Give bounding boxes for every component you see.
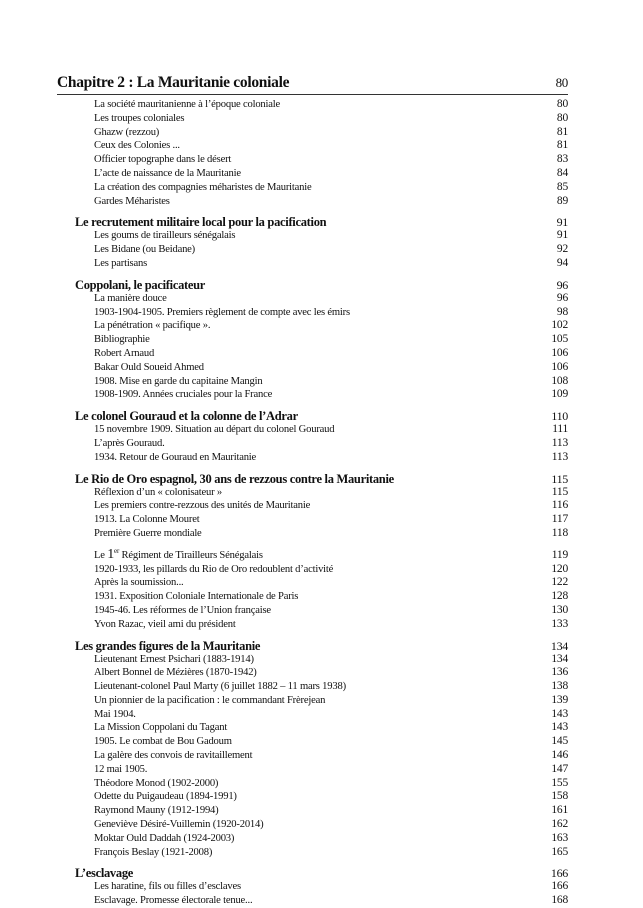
toc-entry[interactable] [57,361,568,375]
toc-entry[interactable] [57,708,568,722]
section-title: Coppolani, le pacificateur [75,277,206,292]
entry-page: 158 [551,790,568,803]
entry-label: Ghazw (rezzou) [94,126,160,138]
toc-entry[interactable] [57,486,568,500]
entry-page: 81 [556,125,568,138]
entry-label: Le 1er Régiment de Tirailleurs Sénégalais [94,546,263,562]
entry-page: 122 [551,576,568,589]
toc-entry[interactable] [57,229,568,243]
entry-label: Geneviève Désiré-Vuillemin (1920-2014) [94,819,264,831]
chapter-heading [57,74,568,95]
entry-page: 83 [556,153,568,166]
toc-entry[interactable] [57,846,568,860]
entry-label: La société mauritanienne à l’époque coloniale [94,99,281,110]
entry-label: Gardes Méharistes [94,195,170,207]
toc-entry[interactable] [57,388,568,402]
entry-page: 145 [551,735,568,748]
entry-page: 116 [551,499,568,512]
toc-entry[interactable] [57,513,568,527]
entry-label: La Mission Coppolani du Tagant [94,722,228,734]
entry-page: 163 [551,831,568,844]
entry-label: 12 mai 1905. [94,763,148,775]
toc-entry[interactable] [57,563,568,577]
entry-page: 161 [551,804,568,817]
toc-entry[interactable] [57,790,568,804]
toc-entry[interactable] [57,763,568,777]
toc-entry[interactable] [57,375,568,389]
entry-page: 143 [551,721,568,734]
entry-page: 113 [551,450,568,463]
chapter-page: 80 [555,75,568,90]
toc-entry[interactable] [57,894,568,908]
entry-label: La création des compagnies méharistes de Mauritanie [94,181,312,193]
toc-entry[interactable] [57,139,568,153]
toc-entry[interactable] [57,98,568,112]
toc-entry[interactable] [57,243,568,257]
toc-section [57,215,568,270]
entry-page: 118 [551,526,568,539]
section-title: Le recrutement militaire local pour la pacification [75,215,327,230]
entry-page: 117 [551,513,568,526]
toc-entry[interactable] [57,604,568,618]
toc-entry[interactable] [57,818,568,832]
toc-entry[interactable] [57,347,568,361]
entry-page: 162 [551,818,568,831]
entry-page: 115 [551,485,568,498]
entry-page: 128 [551,590,568,603]
entry-page: 96 [556,291,568,304]
entry-label: La pénétration « pacifique ». [94,320,211,332]
toc-entry[interactable] [57,423,568,437]
entry-label: Raymond Mauny (1912-1994) [94,805,219,817]
section-page: 91 [556,215,568,230]
toc-entry[interactable] [57,735,568,749]
entry-label: L’acte de naissance de la Mauritanie [94,167,241,179]
entry-label: Les haratine, fils ou filles d’esclaves [94,881,241,893]
section-title: L’esclavage [75,866,134,881]
entry-label: Les premiers contre-rezzous des unités de Mauritanie [94,500,311,512]
toc-entry[interactable] [57,451,568,465]
entry-page: 143 [551,707,568,720]
entry-label: Les troupes coloniales [94,112,185,124]
entry-label: Yvon Razac, vieil ami du président [94,618,236,630]
entry-label: 1908-1909. Années cruciales pour la France [94,389,273,401]
section-page: 96 [556,277,568,292]
entry-page: 168 [551,894,568,907]
toc-entry[interactable] [57,527,568,541]
toc-section [57,278,568,402]
entry-page: 138 [551,680,568,693]
entry-page: 108 [551,374,568,387]
entry-page: 120 [551,562,568,575]
entry-page: 111 [552,423,568,436]
entry-page: 85 [556,180,568,193]
entry-label: Bibliographie [94,334,150,346]
entry-page: 106 [551,360,568,373]
entry-page: 130 [551,603,568,616]
entry-label: 1913. La Colonne Mouret [94,514,200,526]
toc-section [57,472,568,632]
chapter-title: Chapitre 2 : La Mauritanie coloniale [57,74,290,91]
entry-page: 109 [551,388,568,401]
entry-page: 136 [551,666,568,679]
entry-page: 102 [551,319,568,332]
entry-label: 1905. Le combat de Bou Gadoum [94,736,232,748]
entry-label: 1945-46. Les réformes de l’Union française [94,604,271,616]
entry-label: Les goums de tirailleurs sénégalais [94,230,236,242]
entry-label: Un pionnier de la pacification : le commandant Frèrejean [94,694,326,706]
entry-page: 84 [556,166,568,179]
toc-entry[interactable] [57,749,568,763]
entry-label: La galère des convois de ravitaillement [94,750,253,762]
toc-entry[interactable] [57,545,568,563]
toc-entry[interactable] [57,153,568,167]
section-heading[interactable] [57,215,568,229]
entry-page: 119 [551,548,568,561]
toc-entry[interactable] [57,694,568,708]
entry-label: Moktar Ould Daddah (1924-2003) [94,832,235,844]
toc-section [57,639,568,860]
entry-page: 166 [551,880,568,893]
entry-page: 94 [556,256,568,269]
entry-label: 1934. Retour de Gouraud en Mauritanie [94,451,257,463]
entry-label: Mai 1904. [94,708,136,720]
entry-label: 15 novembre 1909. Situation au départ du colonel Gouraud [94,424,335,436]
entry-label: Robert Arnaud [94,347,155,359]
section-title: Les grandes figures de la Mauritanie [75,638,261,653]
section-title: Le Rio de Oro espagnol, 30 ans de rezzous contre la Mauritanie [75,471,394,486]
toc-entry[interactable] [57,333,568,347]
section-heading[interactable] [57,409,568,423]
entry-label: Réflexion d’un « colonisateur » [94,486,222,498]
entry-label: Après la soumission... [94,577,184,589]
entry-page: 113 [551,436,568,449]
entry-page: 80 [556,111,568,124]
section-heading[interactable] [57,866,568,880]
entry-page: 98 [556,305,568,318]
entry-label: Première Guerre mondiale [94,527,202,539]
toc-entry[interactable] [57,499,568,513]
toc-entry[interactable] [57,590,568,604]
entry-page: 105 [551,333,568,346]
entry-page: 80 [556,98,568,110]
table-of-contents [57,74,568,908]
entry-page: 155 [551,776,568,789]
entry-label: Esclavage. Promesse électorale tenue... [94,895,253,907]
toc-entry[interactable] [57,618,568,632]
toc-entry[interactable] [57,167,568,181]
entry-label: Ceux des Colonies ... [94,140,180,152]
toc-entry[interactable] [57,653,568,667]
entry-page: 147 [551,762,568,775]
entry-page: 146 [551,749,568,762]
entry-label: Odette du Puigaudeau (1894-1991) [94,791,237,803]
entry-page: 165 [551,845,568,858]
toc-entry[interactable] [57,666,568,680]
toc-entry[interactable] [57,680,568,694]
entry-page: 92 [556,243,568,256]
section-heading[interactable] [57,278,568,292]
toc-entry[interactable] [57,880,568,894]
toc-entry[interactable] [57,576,568,590]
entry-label: 1931. Exposition Coloniale Internationale de Paris [94,591,299,603]
section-page: 110 [551,409,568,424]
toc-entry[interactable] [57,437,568,451]
toc-entry[interactable] [57,181,568,195]
toc-entry[interactable] [57,195,568,209]
entry-label: 1903-1904-1905. Premiers règlement de compte avec les émirs [94,306,350,318]
toc-section [57,98,568,208]
section-page: 134 [550,638,568,653]
entry-page: 139 [551,693,568,706]
section-heading[interactable] [57,472,568,486]
toc-entry[interactable] [57,777,568,791]
toc-entry[interactable] [57,721,568,735]
toc-entry[interactable] [57,832,568,846]
toc-entry[interactable] [57,306,568,320]
toc-entry[interactable] [57,112,568,126]
section-title: Le colonel Gouraud et la colonne de l’Adrar [75,409,298,424]
entry-page: 133 [551,617,568,630]
entry-page: 134 [551,652,568,665]
entry-label: 1908. Mise en garde du capitaine Mangin [94,375,263,387]
section-heading[interactable] [57,639,568,653]
entry-label: Bakar Ould Soueid Ahmed [94,361,204,373]
entry-page: 106 [551,346,568,359]
entry-label: Lieutenant Ernest Psichari (1883-1914) [94,653,254,665]
entry-label: Lieutenant-colonel Paul Marty (6 juillet 1882 – 11 mars 1938) [94,681,346,693]
toc-entry[interactable] [57,319,568,333]
entry-page: 91 [556,229,568,242]
entry-label: L’après Gouraud. [94,437,165,449]
toc-section [57,866,568,908]
entry-label: Officier topographe dans le désert [94,154,232,166]
entry-label: La manière douce [94,292,167,304]
entry-label: Les partisans [94,257,148,269]
entry-label: François Beslay (1921-2008) [94,846,213,858]
toc-section [57,409,568,464]
toc-entry[interactable] [57,126,568,140]
toc-entry[interactable] [57,257,568,271]
section-page: 166 [550,866,568,881]
entry-page: 81 [556,139,568,152]
entry-label: Théodore Monod (1902-2000) [94,777,219,789]
entry-page: 89 [556,194,568,207]
toc-entry[interactable] [57,804,568,818]
toc-entry[interactable] [57,292,568,306]
section-page: 115 [551,471,568,486]
entry-label: Albert Bonnel de Mézières (1870-1942) [94,667,257,679]
entry-label: Les Bidane (ou Beidane) [94,244,196,256]
entry-label: 1920-1933, les pillards du Rio de Oro redoublent d’activité [94,563,334,575]
